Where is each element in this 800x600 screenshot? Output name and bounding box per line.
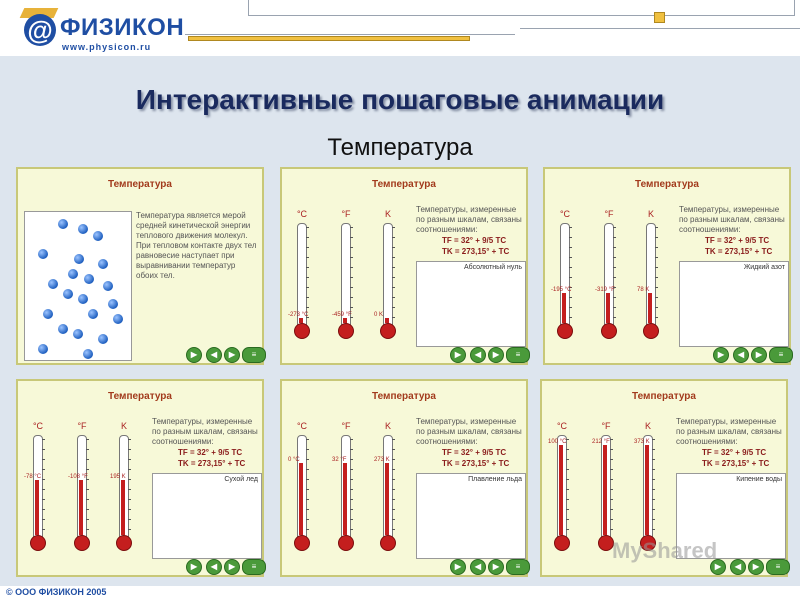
mercury-column <box>606 293 610 323</box>
panel-title: Температура <box>632 391 696 402</box>
temperature-reading: -108 °F <box>68 474 88 480</box>
scene-label: Абсолютный нуль <box>464 264 522 271</box>
molecule <box>103 281 113 291</box>
gold-bar <box>188 36 470 41</box>
thermometer-bulb <box>116 535 132 551</box>
play-button[interactable]: ▶ <box>186 347 202 363</box>
thermometer-bulb <box>380 323 396 339</box>
panel-title: Температура <box>108 391 172 402</box>
temperature-reading: 273 K <box>374 457 390 463</box>
play-button[interactable]: ▶ <box>710 559 726 575</box>
scale-unit: K <box>647 209 654 219</box>
back-button[interactable]: ◀ <box>206 347 222 363</box>
molecule <box>48 279 58 289</box>
animation-panel-2[interactable] <box>280 167 528 365</box>
formula-fahrenheit: TF = 32° + 9/5 TC <box>442 236 507 245</box>
formula-fahrenheit: TF = 32° + 9/5 TC <box>702 448 767 457</box>
temperature-reading: -319 °F <box>595 287 615 293</box>
panel-title: Температура <box>372 179 436 190</box>
molecule <box>84 274 94 284</box>
scale-unit: °F <box>341 209 351 219</box>
scene-image <box>416 473 526 559</box>
scene-image <box>679 261 789 347</box>
scale-unit: °C <box>559 209 571 219</box>
play-button[interactable]: ▶ <box>450 347 466 363</box>
scale-unit: K <box>384 209 391 219</box>
temperature-reading: -273 °C <box>288 312 309 318</box>
page-subtitle: Температура <box>327 134 473 161</box>
forward-button[interactable]: ▶ <box>748 559 764 575</box>
scale-unit: K <box>644 421 651 431</box>
mercury-column <box>603 445 607 535</box>
copyright-text: © ООО ФИЗИКОН 2005 <box>6 587 107 597</box>
thermometer-bulb <box>74 535 90 551</box>
animation-panel-4[interactable] <box>16 379 264 577</box>
mercury-column <box>121 480 125 535</box>
temperature-reading: -78 °C <box>24 474 42 480</box>
panel-text: Температуры, измеренные по разным шкалам, связаны соотношениями: <box>679 205 785 234</box>
molecule <box>88 309 98 319</box>
back-button[interactable]: ◀ <box>206 559 222 575</box>
at-sign-icon: @ <box>24 14 56 46</box>
menu-button[interactable]: ≡ <box>242 347 266 363</box>
molecule <box>98 334 108 344</box>
play-button[interactable]: ▶ <box>450 559 466 575</box>
thermometer-bulb <box>601 323 617 339</box>
temperature-reading: 78 K <box>637 287 650 293</box>
formula-kelvin: TK = 273,15° + TC <box>442 459 510 468</box>
header-decor-box <box>248 0 795 16</box>
panel-text: Температуры, измеренные по разным шкалам, связаны соотношениями: <box>416 417 522 446</box>
molecule <box>73 329 83 339</box>
forward-button[interactable]: ▶ <box>751 347 767 363</box>
menu-button[interactable]: ≡ <box>242 559 266 575</box>
panel-title: Температура <box>108 179 172 190</box>
molecule <box>58 324 68 334</box>
mercury-column <box>385 463 389 535</box>
molecule <box>68 269 78 279</box>
menu-button[interactable]: ≡ <box>766 559 790 575</box>
thermometer-bulb <box>30 535 46 551</box>
forward-button[interactable]: ▶ <box>224 347 240 363</box>
animation-panel-5[interactable] <box>280 379 528 577</box>
scale-unit: °C <box>556 421 568 431</box>
mercury-column <box>343 463 347 535</box>
back-button[interactable]: ◀ <box>733 347 749 363</box>
formula-fahrenheit: TF = 32° + 9/5 TC <box>442 448 507 457</box>
panel-title: Температура <box>635 179 699 190</box>
molecule <box>98 259 108 269</box>
back-button[interactable]: ◀ <box>470 347 486 363</box>
molecule <box>83 349 93 359</box>
temperature-reading: 32 °F <box>332 457 347 463</box>
thermometer-tube <box>383 223 393 329</box>
footer <box>0 586 800 600</box>
scene-label: Плавление льда <box>468 476 522 483</box>
scale-unit: °C <box>296 421 308 431</box>
menu-button[interactable]: ≡ <box>506 559 530 575</box>
scale-unit: °C <box>32 421 44 431</box>
formula-kelvin: TK = 273,15° + TC <box>702 459 770 468</box>
mercury-column <box>559 445 563 535</box>
gold-square <box>654 12 665 23</box>
thermometer-bulb <box>338 535 354 551</box>
panel-text: Температуры, измеренные по разным шкалам, связаны соотношениями: <box>416 205 522 234</box>
scene-label: Кипение воды <box>736 476 782 483</box>
scale-unit: °C <box>296 209 308 219</box>
menu-button[interactable]: ≡ <box>506 347 530 363</box>
molecule <box>113 314 123 324</box>
thermometer-bulb <box>554 535 570 551</box>
formula-kelvin: TK = 273,15° + TC <box>178 459 246 468</box>
temperature-reading: 373 K <box>634 439 650 445</box>
logo-site: www.physicon.ru <box>62 42 152 52</box>
panel-title: Температура <box>372 391 436 402</box>
back-button[interactable]: ◀ <box>730 559 746 575</box>
scene-label: Сухой лед <box>224 476 258 483</box>
watermark: MyShared <box>612 538 718 563</box>
formula-kelvin: TK = 273,15° + TC <box>442 247 510 256</box>
molecule <box>78 224 88 234</box>
menu-button[interactable]: ≡ <box>769 347 793 363</box>
scale-unit: °F <box>77 421 87 431</box>
molecule <box>108 299 118 309</box>
thermometer-bulb <box>294 323 310 339</box>
play-button[interactable]: ▶ <box>186 559 202 575</box>
temperature-reading: 0 K <box>374 312 384 318</box>
panel-text: Температура является мерой средней кинетической энергии теплового движения молекул. При тепловом контакте двух тел равновесие наступает при выравнивании температур обоих тел. <box>136 211 257 280</box>
panel-text: Температуры, измеренные по разным шкалам, связаны соотношениями: <box>152 417 258 446</box>
scene-label: Жидкий азот <box>743 264 785 271</box>
scale-unit: °F <box>601 421 611 431</box>
molecule <box>78 294 88 304</box>
animation-panel-1[interactable] <box>16 167 264 365</box>
molecule <box>58 219 68 229</box>
forward-button[interactable]: ▶ <box>224 559 240 575</box>
page-title: Интерактивные пошаговые анимации <box>135 84 665 115</box>
scale-unit: °F <box>604 209 614 219</box>
thermometer-bulb <box>338 323 354 339</box>
thermometer-bulb <box>643 323 659 339</box>
mercury-column <box>648 293 652 323</box>
scene-image <box>152 473 262 559</box>
molecule <box>38 344 48 354</box>
temperature-reading: -459 °F <box>332 312 352 318</box>
scale-unit: K <box>384 421 391 431</box>
back-button[interactable]: ◀ <box>470 559 486 575</box>
forward-button[interactable]: ▶ <box>488 347 504 363</box>
animation-panel-3[interactable] <box>543 167 791 365</box>
mercury-column <box>645 445 649 535</box>
scale-unit: K <box>120 421 127 431</box>
mercury-column <box>79 480 83 535</box>
molecule <box>38 249 48 259</box>
logo-brand: ФИЗИКОН <box>60 14 185 41</box>
scene-image <box>416 261 526 347</box>
thermometer-bulb <box>294 535 310 551</box>
formula-fahrenheit: TF = 32° + 9/5 TC <box>705 236 770 245</box>
mercury-column <box>299 463 303 535</box>
molecule <box>63 289 73 299</box>
molecule <box>43 309 53 319</box>
header-decor-line <box>520 28 800 29</box>
play-button[interactable]: ▶ <box>713 347 729 363</box>
formula-kelvin: TK = 273,15° + TC <box>705 247 773 256</box>
mercury-column <box>35 480 39 535</box>
temperature-reading: 100 °C <box>548 439 567 445</box>
temperature-reading: -195 °C <box>551 287 572 293</box>
temperature-reading: 0 °C <box>288 457 300 463</box>
physicon-logo[interactable] <box>14 8 189 62</box>
formula-fahrenheit: TF = 32° + 9/5 TC <box>178 448 243 457</box>
scale-unit: °F <box>341 421 351 431</box>
temperature-reading: 212 °F <box>592 439 610 445</box>
panel-text: Температуры, измеренные по разным шкалам, связаны соотношениями: <box>676 417 782 446</box>
thermometer-bulb <box>380 535 396 551</box>
mercury-column <box>562 293 566 323</box>
forward-button[interactable]: ▶ <box>488 559 504 575</box>
header-decor-line <box>185 34 515 35</box>
temperature-reading: 195 K <box>110 474 126 480</box>
molecule <box>93 231 103 241</box>
thermometer-bulb <box>557 323 573 339</box>
molecule <box>74 254 84 264</box>
